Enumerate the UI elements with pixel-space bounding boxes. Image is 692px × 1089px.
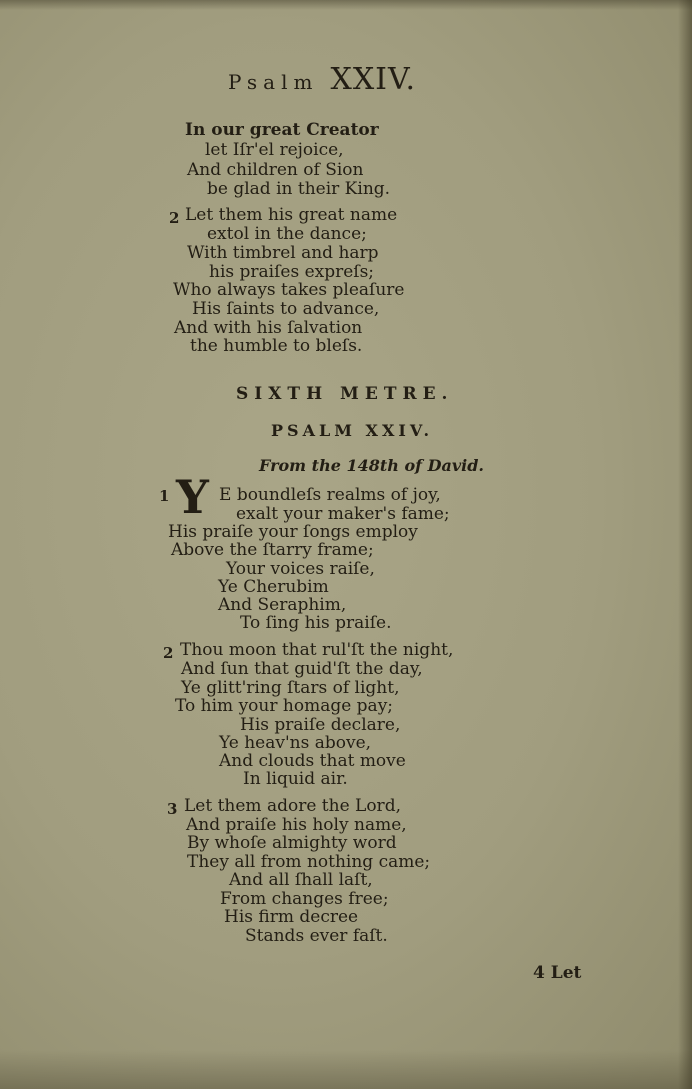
verse-line: His praiſe your ſongs employ [168,522,418,542]
verse-line: His praiſe declare, [240,715,401,735]
verse-line: exalt your maker's fame; [236,504,450,524]
verse-number: 1 [159,487,170,505]
running-head-number: XXIV. [330,62,416,97]
verse-line: Ye heav'ns above, [219,733,372,753]
section-heading: SIXTH METRE. [236,384,454,404]
verse-line: In liquid air. [243,769,348,789]
verse-line: Ye glitt'ring ſtars of light, [181,678,400,698]
verse-line: And children of Sion [187,160,364,180]
verse-line: To ſing his praiſe. [240,613,392,633]
verse-line: let Iſr'el rejoice, [205,140,344,160]
psalm-heading: PSALM XXIV. [271,421,434,440]
verse-line: be glad in their King. [207,179,391,199]
verse-line: Above the ſtarry frame; [171,540,374,560]
verse-line: From changes free; [220,889,389,909]
verse-line: His ſaints to advance, [192,299,380,319]
verse-line: Stands ever faſt. [245,926,388,946]
verse-line: To him your homage pay; [175,696,394,716]
verse-line: With timbrel and harp [187,243,379,263]
verse-line: his praiſes expreſs; [209,262,375,282]
verse-line: And Seraphim, [218,595,347,615]
verse-line: And with his ſalvation [174,318,363,338]
verse-line: E boundleſs realms of joy, [219,485,441,505]
verse-line: Let them adore the Lord, [184,796,401,816]
verse-number: 3 [167,800,178,818]
drop-cap: Y [176,470,209,524]
verse-line: Let them his great name [185,205,398,225]
catchword: 4 Let [533,963,582,983]
verse-line: And ſun that guid'ſt the day, [181,659,423,679]
verse-line: Your voices raiſe, [226,559,375,579]
source-line: From the 148th of David. [259,456,484,475]
verse-number: 2 [169,209,180,227]
page-shadow-right [678,0,692,1089]
verse-line: Who always takes pleaſure [173,280,405,300]
verse-line: His firm decree [224,907,359,927]
verse-line: Ye Cherubim [218,577,329,597]
page-shadow-top [0,0,692,10]
verse-line: In our great Creator [185,120,379,140]
verse-line: And all ſhall laſt, [229,870,373,890]
verse-line: And clouds that move [219,751,406,771]
running-head [228,62,416,97]
verse-line: extol in the dance; [207,224,367,244]
verse-line: And praiſe his holy name, [186,815,407,835]
page-shadow-bottom [0,1050,692,1089]
running-head-word: Psalm [228,70,319,94]
verse-line: By whoſe almighty word [187,833,397,853]
verse-line: the humble to bleſs. [190,336,363,356]
verse-line: They all from nothing came; [187,852,431,872]
verse-number: 2 [163,644,174,662]
verse-line: Thou moon that rul'ſt the night, [180,640,454,660]
